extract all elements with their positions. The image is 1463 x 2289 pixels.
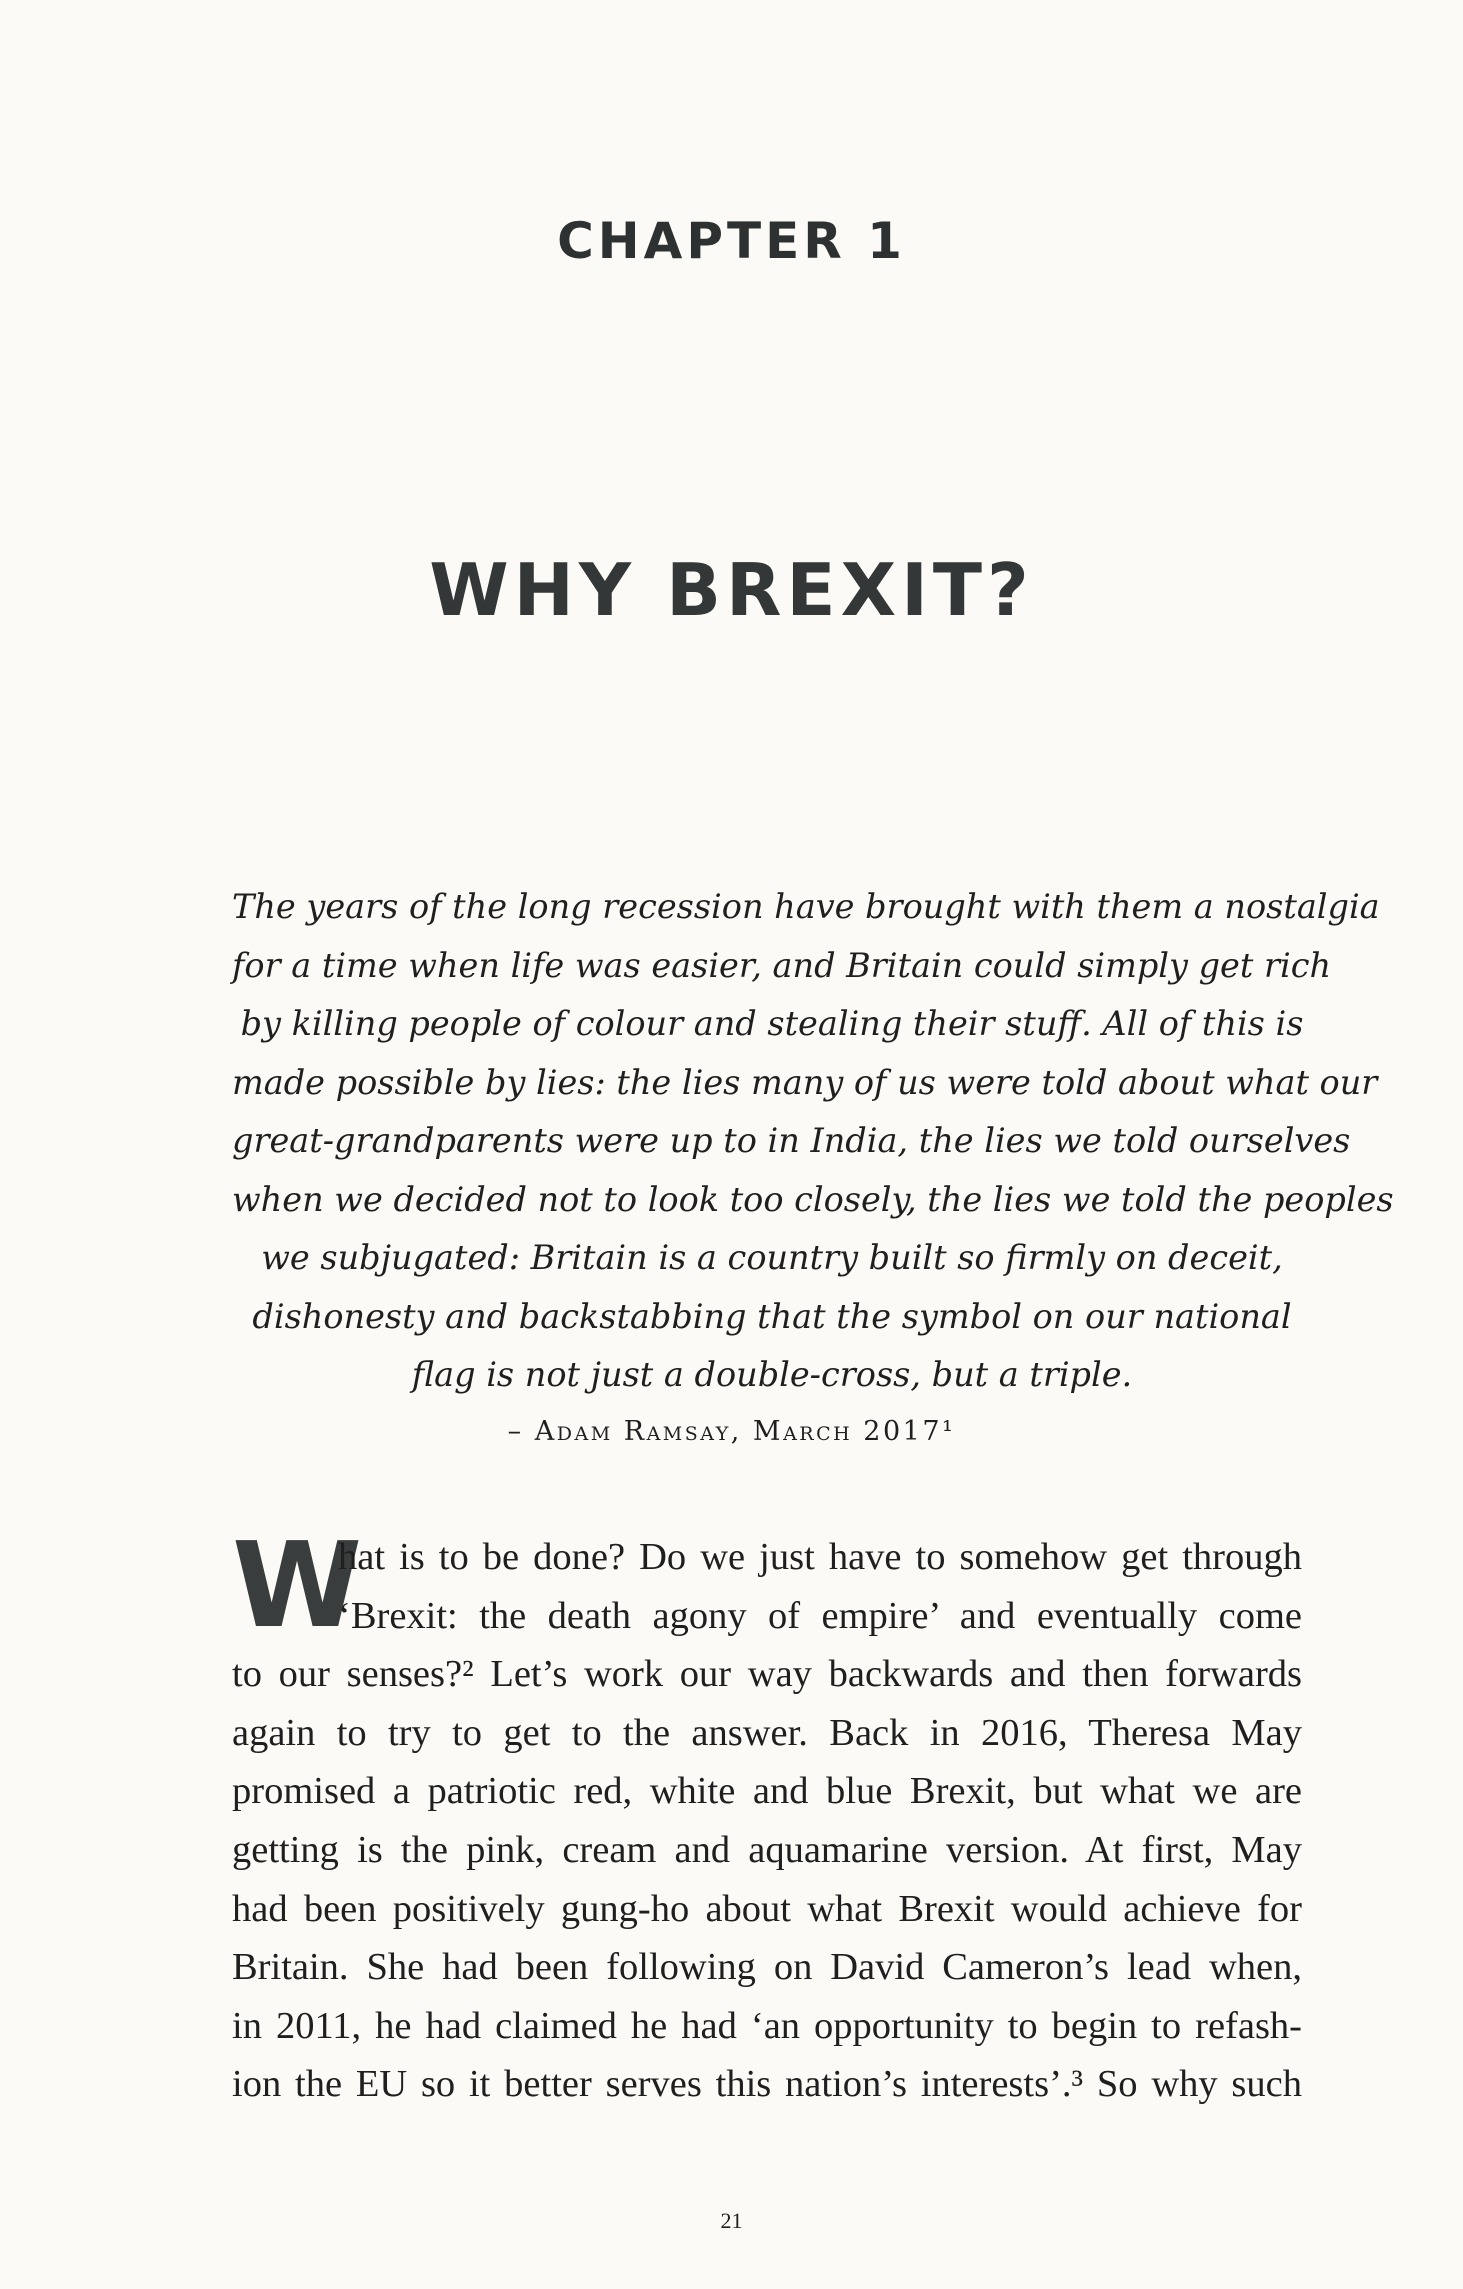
epigraph-attribution: – Adam Ramsay, March 2017¹ <box>507 1416 956 1447</box>
epigraph-line: made possible by lies: the lies many of us were told about what our <box>232 1062 1378 1102</box>
epigraph-line: when we decided not to look too closely, the lies we told the peoples <box>232 1179 1394 1219</box>
epigraph-line: by killing people of colour and stealing their stuff. All of this is <box>240 1004 1304 1043</box>
body-line: in 2011, he had claimed he had ‘an opportunity to begin to refash- <box>232 2004 1302 2047</box>
chapter-title: WHY BREXIT? <box>429 548 1034 632</box>
body-line: getting is the pink, cream and aquamarine version. At first, May <box>232 1828 1302 1871</box>
page-number: 21 <box>720 2208 743 2233</box>
body-line: to our senses?² Let’s work our way backwards and then forwards <box>232 1653 1302 1696</box>
body-line: again to try to get to the answer. Back in 2016, Theresa May <box>232 1711 1302 1754</box>
body-line: hat is to be done? Do we just have to somehow get through <box>338 1536 1302 1578</box>
epigraph-line: we subjugated: Britain is a country built so firmly on deceit, <box>261 1238 1283 1277</box>
body-line: ion the EU so it better serves this nation’s interests’.³ So why such <box>232 2063 1302 2106</box>
body-paragraph <box>232 1516 1302 2114</box>
body-line: Britain. She had been following on David Cameron’s lead when, <box>232 1946 1302 1989</box>
body-line: promised a patriotic red, white and blue Brexit, but what we are <box>232 1770 1302 1813</box>
epigraph <box>232 878 1394 1405</box>
body-line: ‘Brexit: the death agony of empire’ and eventually come <box>338 1594 1302 1637</box>
epigraph-line: for a time when life was easier, and Britain could simply get rich <box>232 945 1332 985</box>
body-line: had been positively gung-ho about what Brexit would achieve for <box>232 1887 1302 1930</box>
epigraph-line: great-grandparents were up to in India, the lies we told ourselves <box>232 1121 1351 1160</box>
chapter-label: CHAPTER 1 <box>557 212 906 270</box>
drop-cap: W <box>232 1516 363 1654</box>
epigraph-line: The years of the long recession have brought with them a nostalgia <box>232 887 1380 926</box>
epigraph-line: dishonesty and backstabbing that the symbol on our national <box>252 1296 1292 1336</box>
epigraph-line: flag is not just a double-cross, but a triple. <box>411 1355 1133 1394</box>
